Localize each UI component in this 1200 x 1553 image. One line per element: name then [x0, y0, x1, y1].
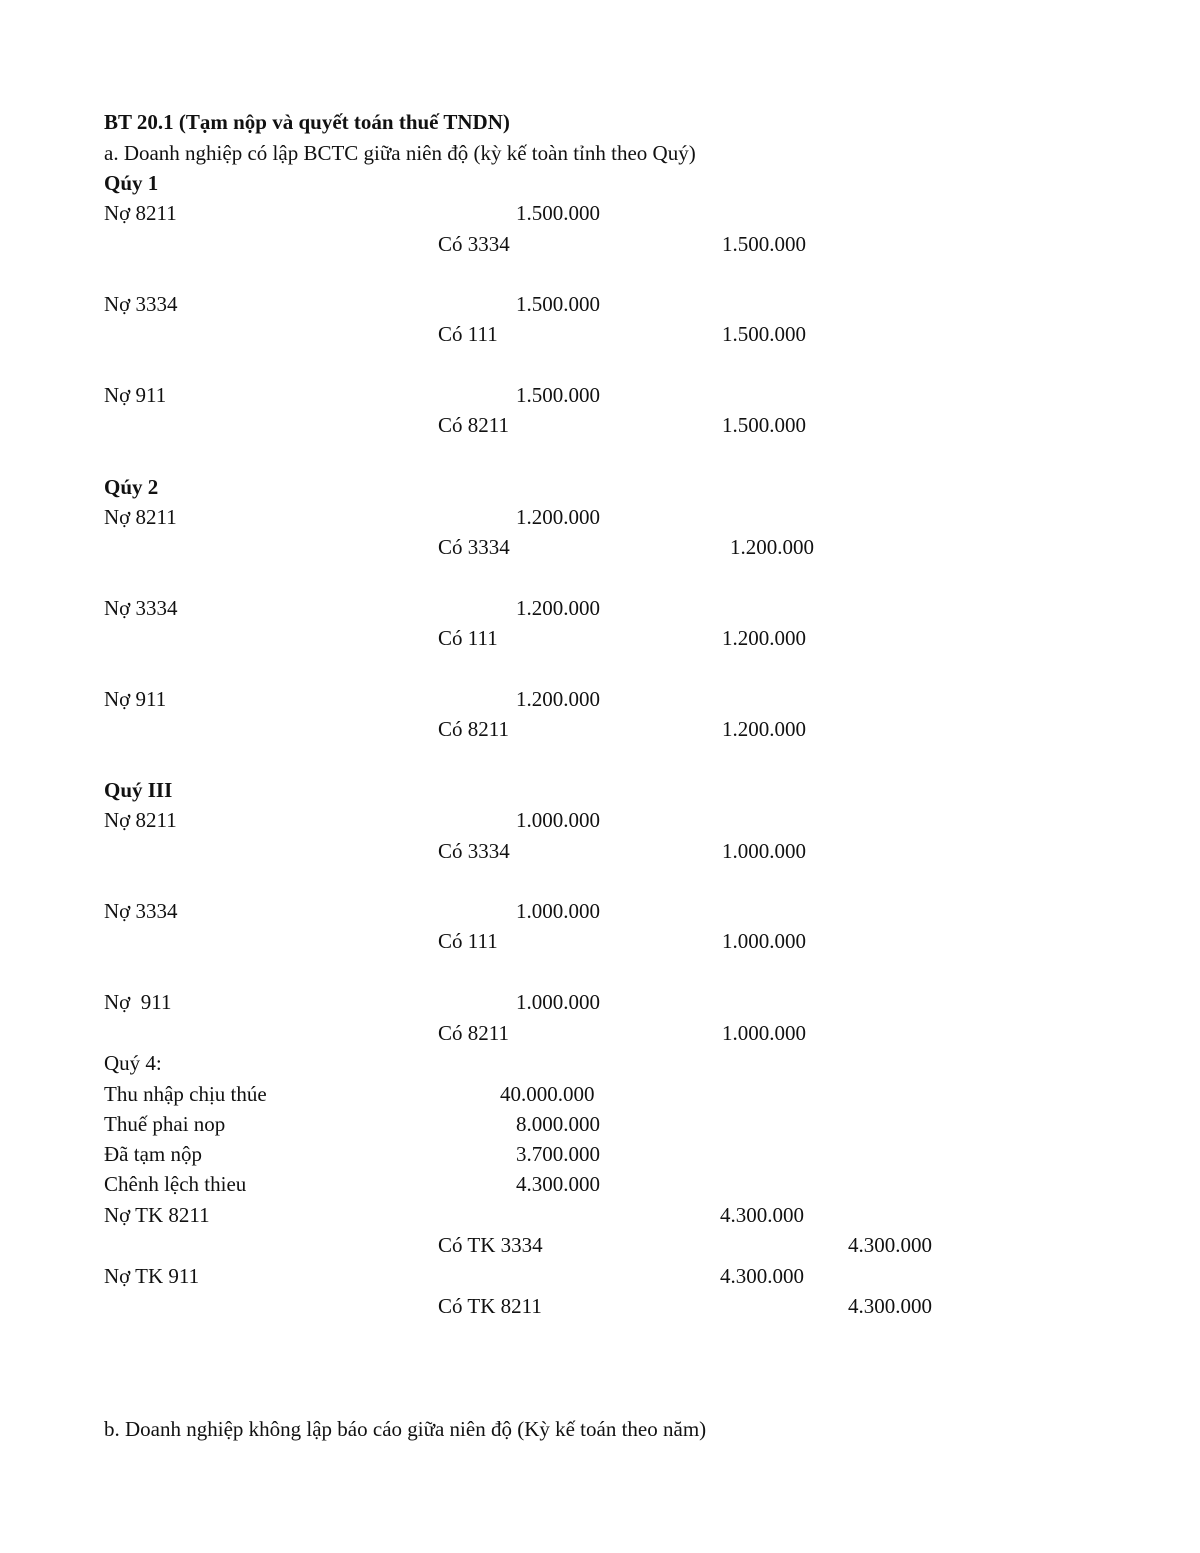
q3-credit-amount: 1.000.000 [722, 1021, 806, 1045]
q4-entry-amount: 4.300.000 [720, 1264, 804, 1288]
q1-credit-amount: 1.500.000 [722, 232, 806, 256]
q2-debit-label: Nợ 8211 [104, 505, 177, 529]
q2-credit-amount: 1.200.000 [730, 535, 814, 559]
q3-heading: Quý III [104, 778, 173, 802]
q4-summary-amount: 8.000.000 [516, 1112, 600, 1136]
q2-credit-amount: 1.200.000 [722, 626, 806, 650]
q3-debit-amount: 1.000.000 [516, 899, 600, 923]
document-title: BT 20.1 (Tạm nộp và quyết toán thuế TNDN) [104, 110, 510, 134]
q3-debit-amount: 1.000.000 [516, 808, 600, 832]
q1-debit-amount: 1.500.000 [516, 292, 600, 316]
q3-credit-amount: 1.000.000 [722, 929, 806, 953]
q4-summary-label: Thu nhập chịu thúe [104, 1082, 267, 1106]
q4-summary-label: Thuế phai nop [104, 1112, 226, 1136]
q1-credit-label: Có 3334 [438, 232, 510, 256]
q2-credit-label: Có 111 [438, 626, 498, 650]
q2-debit-amount: 1.200.000 [516, 505, 600, 529]
q4-entry-label: Nợ TK 911 [104, 1264, 200, 1288]
q1-debit-amount: 1.500.000 [516, 201, 600, 225]
q3-debit-amount: 1.000.000 [516, 990, 600, 1014]
q1-credit-label: Có 8211 [438, 413, 509, 437]
q1-debit-label: Nợ 3334 [104, 292, 178, 316]
q1-credit-label: Có 111 [438, 322, 498, 346]
q1-heading: Qúy 1 [104, 171, 159, 195]
q1-debit-amount: 1.500.000 [516, 383, 600, 407]
q2-credit-amount: 1.200.000 [722, 717, 806, 741]
q2-debit-label: Nợ 3334 [104, 596, 178, 620]
q1-credit-amount: 1.500.000 [722, 322, 806, 346]
q4-summary-amount: 3.700.000 [516, 1142, 600, 1166]
q2-debit-amount: 1.200.000 [516, 687, 600, 711]
q3-debit-label: Nợ 8211 [104, 808, 177, 832]
q4-summary-amount: 40.000.000 [500, 1082, 595, 1106]
q4-entry-label: Có TK 3334 [438, 1233, 543, 1257]
q3-debit-label: Nợ 3334 [104, 899, 178, 923]
q4-entry-amount: 4.300.000 [720, 1203, 804, 1227]
q1-debit-label: Nợ 911 [104, 383, 167, 407]
q4-entry-label: Có TK 8211 [438, 1294, 542, 1318]
q4-entry-label: Nợ TK 8211 [104, 1203, 210, 1227]
q1-credit-amount: 1.500.000 [722, 413, 806, 437]
q4-summary-label: Chênh lệch thieu [104, 1172, 247, 1196]
q1-debit-label: Nợ 8211 [104, 201, 177, 225]
q2-credit-label: Có 8211 [438, 717, 509, 741]
q3-credit-amount: 1.000.000 [722, 839, 806, 863]
q4-entry-amount: 4.300.000 [848, 1233, 932, 1257]
q3-credit-label: Có 3334 [438, 839, 510, 863]
q3-credit-label: Có 111 [438, 929, 498, 953]
q4-summary-amount: 4.300.000 [516, 1172, 600, 1196]
q3-credit-label: Có 8211 [438, 1021, 509, 1045]
part-b-heading: b. Doanh nghiệp không lập báo cáo giữa niên độ (Kỳ kế toán theo năm) [104, 1417, 707, 1441]
q2-debit-amount: 1.200.000 [516, 596, 600, 620]
part-a-heading: a. Doanh nghiệp có lập BCTC giữa niên độ (kỳ kế toàn tỉnh theo Quý) [104, 141, 696, 165]
q4-summary-label: Đã tạm nộp [104, 1142, 202, 1166]
q2-debit-label: Nợ 911 [104, 687, 167, 711]
q4-entry-amount: 4.300.000 [848, 1294, 932, 1318]
q3-debit-label: Nợ 911 [104, 990, 172, 1014]
q2-heading: Qúy 2 [104, 475, 159, 499]
q2-credit-label: Có 3334 [438, 535, 510, 559]
q4-heading: Quý 4: [104, 1051, 162, 1075]
